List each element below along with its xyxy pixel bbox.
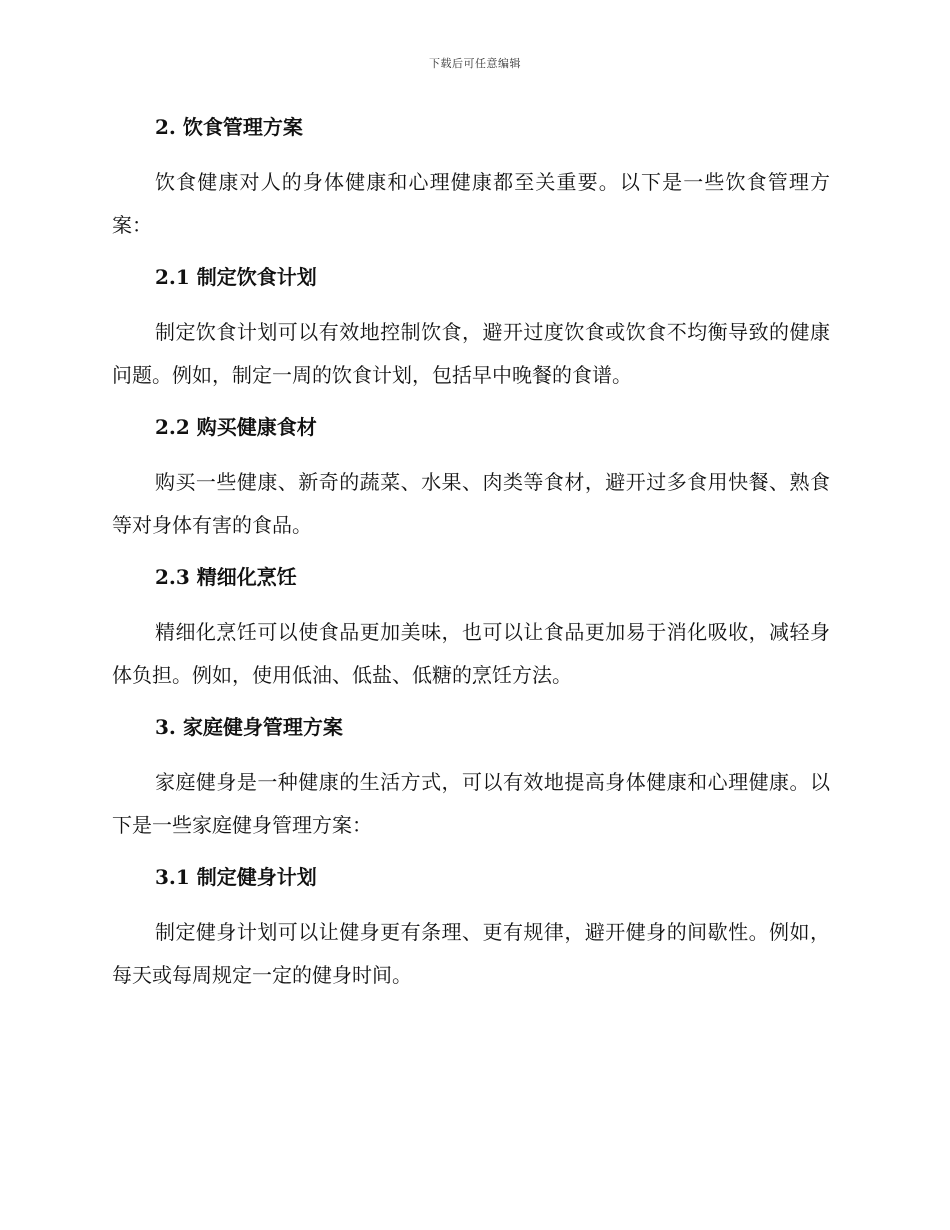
section-heading-make-diet-plan: 2.1 制定饮食计划	[155, 265, 317, 289]
header-note: 下载后可任意编辑	[429, 57, 521, 70]
paragraph-make-fitness-plan: 制定健身计划可以让健身更有条理、更有规律，避开健身的间歇性。例如，每天或每周规定一定的健身时间。	[112, 920, 830, 987]
paragraph-diet-intro: 饮食健康对人的身体健康和心理健康都至关重要。以下是一些饮食管理方案：	[112, 170, 830, 237]
section-heading-make-fitness-plan: 3.1 制定健身计划	[155, 865, 317, 889]
paragraph-fine-cooking: 精细化烹饪可以使食品更加美味，也可以让食品更加易于消化吸收，减轻身体负担。例如，使用低油、低盐、低糖的烹饪方法。	[112, 620, 830, 687]
section-heading-diet-plan: 2. 饮食管理方案	[155, 115, 303, 139]
document-content	[112, 108, 830, 997]
section-heading-fine-cooking: 2.3 精细化烹饪	[155, 565, 297, 589]
paragraph-home-fitness-intro: 家庭健身是一种健康的生活方式，可以有效地提高身体健康和心理健康。以下是一些家庭健身管理方案：	[112, 770, 830, 837]
section-heading-buy-healthy-food: 2.2 购买健康食材	[155, 415, 317, 439]
section-heading-home-fitness: 3. 家庭健身管理方案	[155, 715, 343, 739]
paragraph-buy-healthy-food: 购买一些健康、新奇的蔬菜、水果、肉类等食材，避开过多食用快餐、熟食等对身体有害的食品。	[112, 470, 830, 537]
paragraph-make-diet-plan: 制定饮食计划可以有效地控制饮食，避开过度饮食或饮食不均衡导致的健康问题。例如，制定一周的饮食计划，包括早中晚餐的食谱。	[112, 320, 830, 387]
